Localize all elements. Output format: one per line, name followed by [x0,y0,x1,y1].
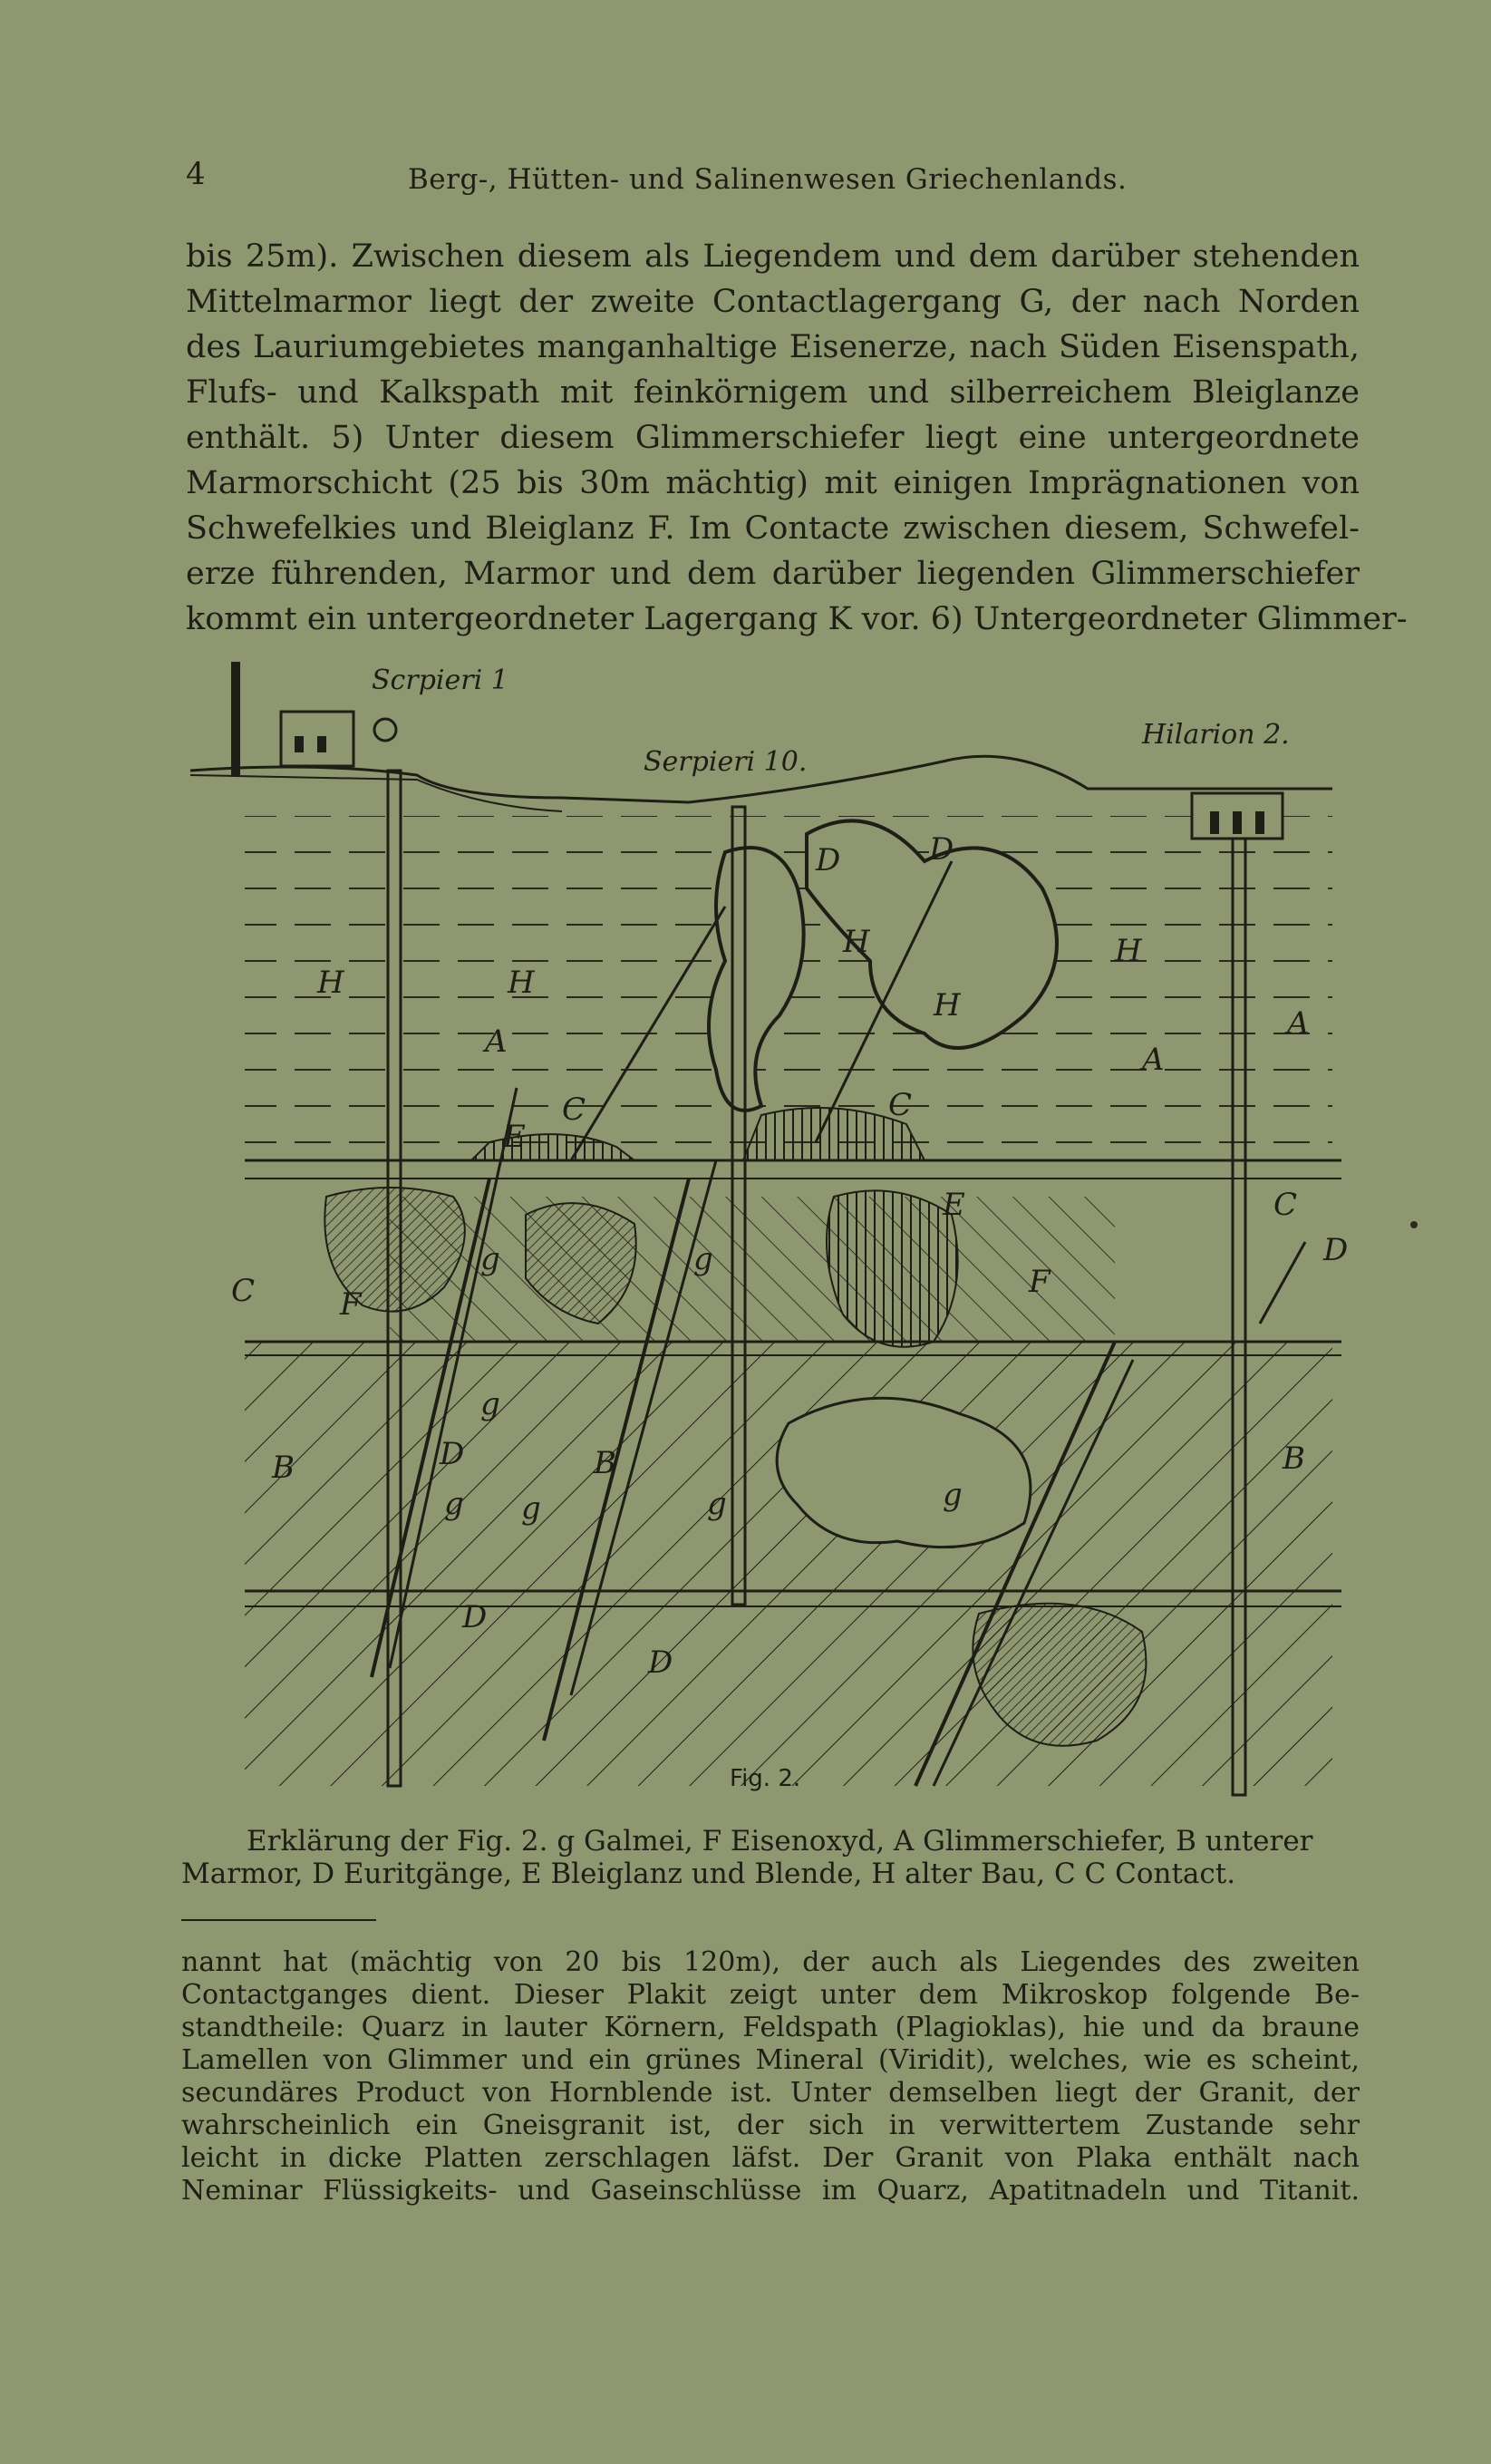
footnote-divider [181,1919,376,1921]
shaft-label: Serpieri 10. [644,746,808,778]
footnote-line: Lamellen von Glimmer und ein grünes Mineral (Viridit), welches, wie es scheint, [181,2044,1360,2076]
footnote-line: wahrscheinlich ein Gneisgranit ist, der sich in verwittertem Zustande sehr [181,2110,1360,2141]
page-number: 4 [186,156,206,192]
shaft-label: Hilarion 2. [1142,719,1290,751]
layer-label-g: g [943,1477,963,1513]
layer-label-d: D [929,831,954,868]
layer-label-h: H [508,965,535,1001]
eurite-dyke [1260,1242,1305,1324]
body-line: kommt ein untergeordneter Lagergang K vor. 6) Untergeordneter Glimmer- [186,601,1408,637]
layer-label-g: g [693,1241,713,1277]
figure-drawing [181,653,1351,1804]
body-line: Marmorschicht (25 bis 30m mächtig) mit einigen Imprägnationen von [186,465,1360,501]
footnote-line: Neminar Flüssigkeits- und Gaseinschlüsse im Quarz, Apatitnadeln und Titanit. [181,2175,1360,2207]
layer-label-b: B [272,1450,295,1486]
layer-label-d: D [816,842,841,878]
geological-section-figure [181,653,1351,1804]
running-title: Berg-, Hütten- und Salinenwesen Griechenlands. [408,163,1128,196]
headframe-wheel [374,719,396,741]
layer-label-a: A [485,1023,508,1060]
caption-line: Erklärung der Fig. 2. g Galmei, F Eisenoxyd, A Glimmerschiefer, B unterer [247,1825,1313,1858]
body-line: Flufs- und Kalkspath mit feinkörnigem und silberreichem Bleiglanze [186,374,1360,411]
layer-label-h: H [843,924,870,960]
layer-label-c: C [231,1273,256,1309]
body-paragraph [186,234,1408,642]
layer-label-g: g [707,1486,727,1522]
layer-label-c: C [562,1091,586,1128]
layer-label-h: H [317,965,344,1001]
figure-caption [181,1825,1360,1890]
body-line: des Lauriumgebietes manganhaltige Eisenerze, nach Süden Eisenspath, [186,329,1360,365]
body-line: Schwefelkies und Bleiglanz F. Im Contacte zwischen diesem, Schwefel- [186,510,1360,547]
body-line: erze führenden, Marmor und dem darüber liegenden Glimmerschiefer [186,556,1360,592]
surface-line [190,775,562,811]
footnote-line: Contactganges dient. Dieser Plakit zeigt unter dem Mikroskop folgende Be- [181,1979,1360,2011]
layer-label-e: E [943,1187,965,1223]
layer-label-e: E [503,1119,526,1155]
chimney [231,662,240,775]
layer-label-g: g [521,1490,541,1527]
layer-label-c: C [888,1087,913,1123]
layer-label-f: F [1029,1264,1050,1300]
footnote-line: secundäres Product von Hornblende ist. Unter demselben liegt der Granit, der [181,2077,1360,2109]
layer-label-a: A [1287,1005,1310,1042]
body-line: Mittelmarmor liegt der zweite Contactlagergang G, der nach Norden [186,284,1360,320]
footnote-text [181,1946,1360,2207]
layer-label-h: H [1115,933,1142,969]
figure-number: Fig. 2. [730,1765,801,1792]
layer-label-d: D [1323,1232,1349,1268]
ink-speck [1410,1221,1418,1228]
layer-label-d: D [462,1599,488,1635]
caption-line: Marmor, D Euritgänge, E Bleiglanz und Blende, H alter Bau, C C Contact. [181,1858,1236,1890]
layer-label-c: C [1273,1187,1298,1223]
body-line: enthält. 5) Unter diesem Glimmerschiefer liegt eine untergeordnete [186,420,1360,456]
footnote-line: nannt hat (mächtig von 20 bis 120m), der auch als Liegendes des zweiten [181,1946,1360,1978]
layer-label-g: g [444,1486,464,1522]
layer-label-g: g [480,1386,500,1422]
body-line: bis 25m). Zwischen diesem als Liegendem und dem darüber stehenden [186,238,1360,275]
footnote-line: leicht in dicke Platten zerschlagen läfst. Der Granit von Plaka enthält nach [181,2142,1360,2174]
shaft-label: Scrpieri 1 [372,665,508,696]
layer-label-d: D [648,1644,673,1681]
layer-label-b: B [594,1445,616,1481]
layer-label-b: B [1283,1441,1305,1477]
layer-label-h: H [934,987,961,1023]
lower-marble-zone [245,1342,1332,1786]
layer-label-g: g [480,1241,500,1277]
footnote-line: standtheile: Quarz in lauter Körnern, Feldspath (Plagioklas), hie und da braune [181,2012,1360,2043]
layer-label-a: A [1142,1042,1165,1078]
layer-label-d: D [440,1436,465,1472]
layer-label-f: F [340,1286,362,1323]
